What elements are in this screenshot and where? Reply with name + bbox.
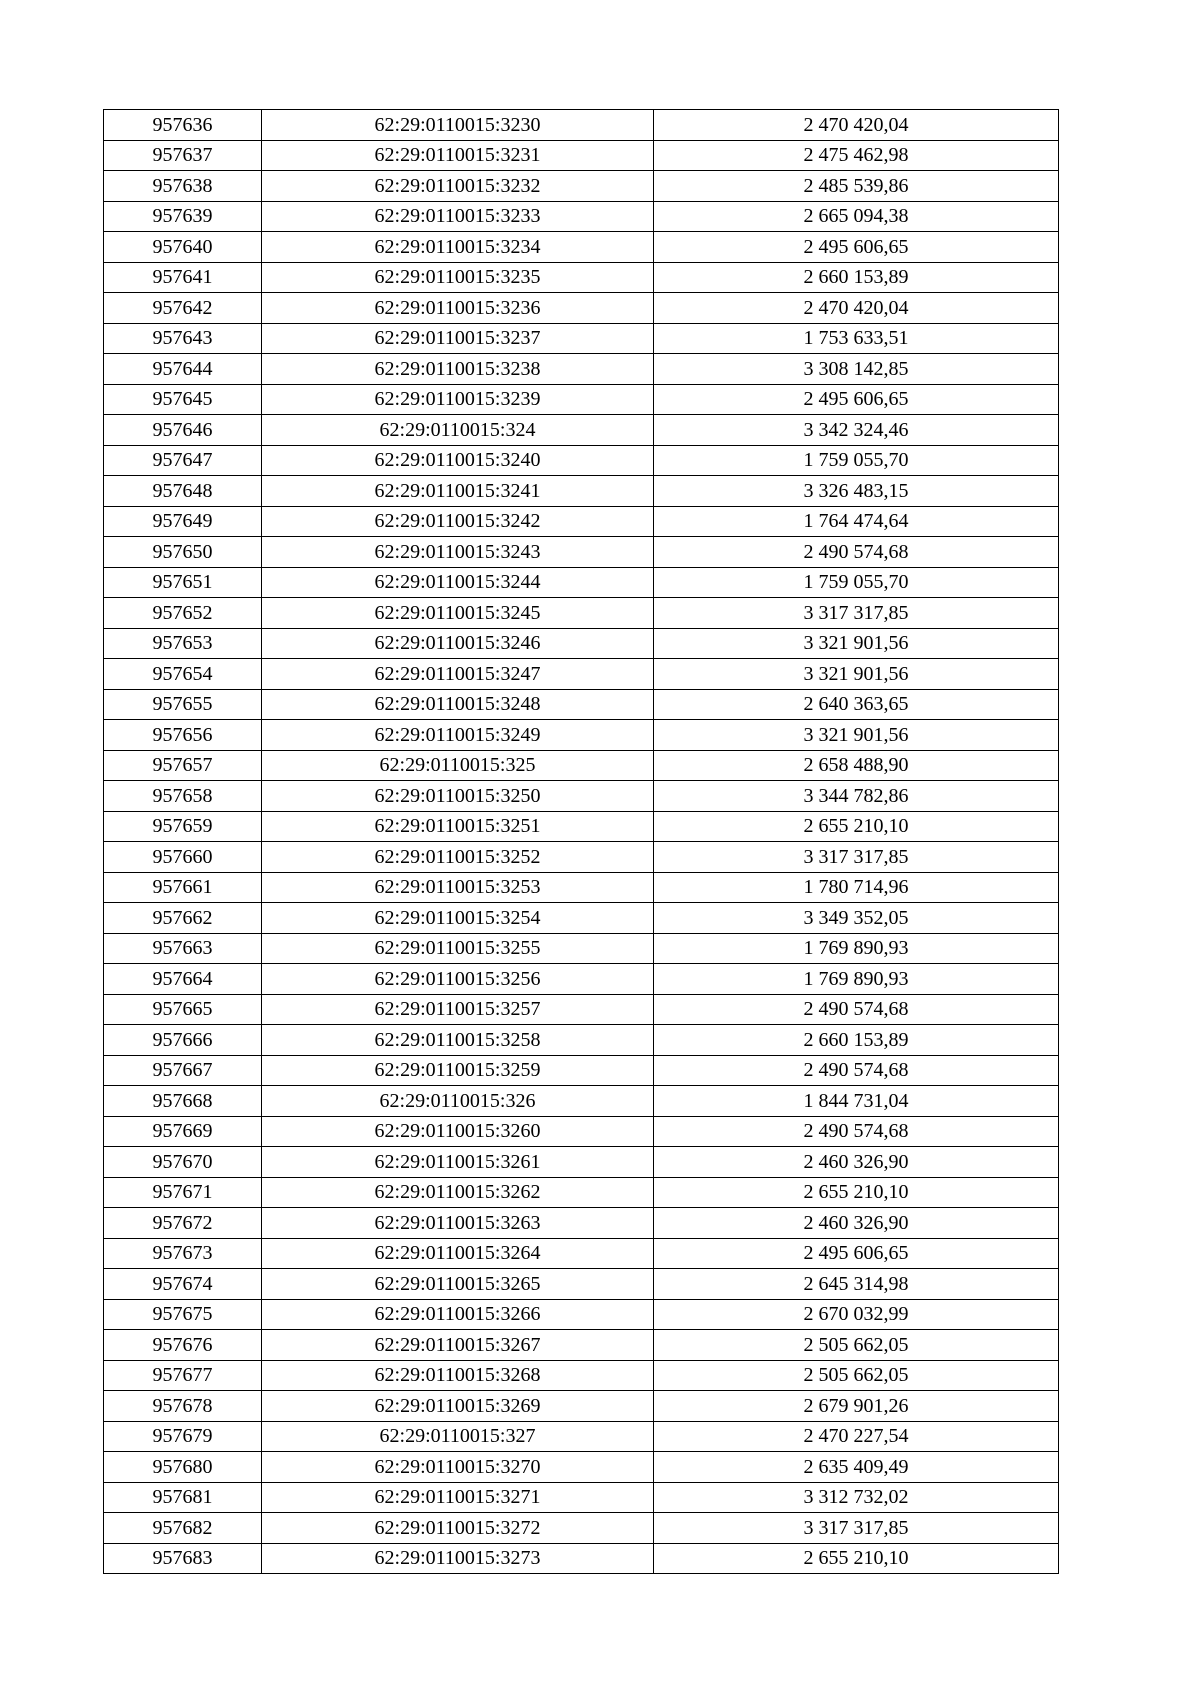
table-row: [104, 537, 1059, 568]
row-number-cell: 957679: [104, 1421, 262, 1452]
table-row: [104, 872, 1059, 903]
cadastral-number-cell: 62:29:0110015:3267: [262, 1330, 654, 1361]
cadastral-value-cell: 1 780 714,96: [654, 872, 1059, 903]
table-row: [104, 415, 1059, 446]
cadastral-number-cell: 62:29:0110015:3265: [262, 1269, 654, 1300]
cadastral-number-cell: 62:29:0110015:3252: [262, 842, 654, 873]
cadastral-value-cell: 2 670 032,99: [654, 1299, 1059, 1330]
table-row: [104, 750, 1059, 781]
row-number-cell: 957641: [104, 262, 262, 293]
cadastral-number-cell: 62:29:0110015:3257: [262, 994, 654, 1025]
cadastral-value-cell: 2 475 462,98: [654, 140, 1059, 171]
cadastral-number-cell: 62:29:0110015:3247: [262, 659, 654, 690]
table-row: [104, 1238, 1059, 1269]
table-row: [104, 811, 1059, 842]
row-number-cell: 957670: [104, 1147, 262, 1178]
cadastral-value-cell: 2 470 227,54: [654, 1421, 1059, 1452]
cadastral-value-cell: 2 460 326,90: [654, 1208, 1059, 1239]
table-row: [104, 1452, 1059, 1483]
cadastral-value-cell: 3 321 901,56: [654, 659, 1059, 690]
cadastral-number-cell: 62:29:0110015:3261: [262, 1147, 654, 1178]
row-number-cell: 957661: [104, 872, 262, 903]
row-number-cell: 957651: [104, 567, 262, 598]
cadastral-value-cell: 2 495 606,65: [654, 232, 1059, 263]
cadastral-value-cell: 2 640 363,65: [654, 689, 1059, 720]
cadastral-number-cell: 62:29:0110015:325: [262, 750, 654, 781]
cadastral-number-cell: 62:29:0110015:3266: [262, 1299, 654, 1330]
table-row: [104, 628, 1059, 659]
table-row: [104, 140, 1059, 171]
row-number-cell: 957657: [104, 750, 262, 781]
row-number-cell: 957681: [104, 1482, 262, 1513]
table-row: [104, 842, 1059, 873]
row-number-cell: 957660: [104, 842, 262, 873]
cadastral-number-cell: 62:29:0110015:3260: [262, 1116, 654, 1147]
row-number-cell: 957636: [104, 110, 262, 141]
cadastral-number-cell: 62:29:0110015:3269: [262, 1391, 654, 1422]
table-row: [104, 445, 1059, 476]
cadastral-number-cell: 62:29:0110015:3241: [262, 476, 654, 507]
row-number-cell: 957652: [104, 598, 262, 629]
row-number-cell: 957662: [104, 903, 262, 934]
cadastral-value-cell: 3 308 142,85: [654, 354, 1059, 385]
row-number-cell: 957665: [104, 994, 262, 1025]
cadastral-number-cell: 62:29:0110015:3254: [262, 903, 654, 934]
row-number-cell: 957644: [104, 354, 262, 385]
cadastral-number-cell: 62:29:0110015:3251: [262, 811, 654, 842]
row-number-cell: 957677: [104, 1360, 262, 1391]
table-row: [104, 1025, 1059, 1056]
cadastral-value-cell: 2 645 314,98: [654, 1269, 1059, 1300]
cadastral-number-cell: 62:29:0110015:3271: [262, 1482, 654, 1513]
cadastral-number-cell: 62:29:0110015:3258: [262, 1025, 654, 1056]
table-row: [104, 323, 1059, 354]
row-number-cell: 957643: [104, 323, 262, 354]
row-number-cell: 957682: [104, 1513, 262, 1544]
cadastral-number-cell: 62:29:0110015:3234: [262, 232, 654, 263]
cadastral-number-cell: 62:29:0110015:3259: [262, 1055, 654, 1086]
row-number-cell: 957671: [104, 1177, 262, 1208]
cadastral-number-cell: 62:29:0110015:3231: [262, 140, 654, 171]
row-number-cell: 957646: [104, 415, 262, 446]
cadastral-value-cell: 3 342 324,46: [654, 415, 1059, 446]
cadastral-value-cell: 1 769 890,93: [654, 964, 1059, 995]
cadastral-value-cell: 2 635 409,49: [654, 1452, 1059, 1483]
cadastral-number-cell: 62:29:0110015:3238: [262, 354, 654, 385]
row-number-cell: 957678: [104, 1391, 262, 1422]
cadastral-value-cell: 1 844 731,04: [654, 1086, 1059, 1117]
table-row: [104, 1360, 1059, 1391]
cadastral-value-cell: 3 321 901,56: [654, 628, 1059, 659]
row-number-cell: 957647: [104, 445, 262, 476]
cadastral-number-cell: 62:29:0110015:326: [262, 1086, 654, 1117]
table-row: [104, 232, 1059, 263]
row-number-cell: 957645: [104, 384, 262, 415]
table-row: [104, 171, 1059, 202]
cadastral-number-cell: 62:29:0110015:3236: [262, 293, 654, 324]
row-number-cell: 957658: [104, 781, 262, 812]
cadastral-value-cell: 2 655 210,10: [654, 1177, 1059, 1208]
table-row: [104, 1482, 1059, 1513]
cadastral-number-cell: 62:29:0110015:3273: [262, 1543, 654, 1574]
row-number-cell: 957667: [104, 1055, 262, 1086]
row-number-cell: 957672: [104, 1208, 262, 1239]
row-number-cell: 957675: [104, 1299, 262, 1330]
table-row: [104, 689, 1059, 720]
cadastral-value-cell: 2 460 326,90: [654, 1147, 1059, 1178]
cadastral-number-cell: 62:29:0110015:3255: [262, 933, 654, 964]
row-number-cell: 957637: [104, 140, 262, 171]
table-row: [104, 1208, 1059, 1239]
cadastral-number-cell: 62:29:0110015:3270: [262, 1452, 654, 1483]
table-row: [104, 1055, 1059, 1086]
cadastral-value-cell: 3 321 901,56: [654, 720, 1059, 751]
cadastral-number-cell: 62:29:0110015:3237: [262, 323, 654, 354]
cadastral-number-cell: 62:29:0110015:3233: [262, 201, 654, 232]
cadastral-number-cell: 62:29:0110015:3246: [262, 628, 654, 659]
table-row: [104, 659, 1059, 690]
row-number-cell: 957642: [104, 293, 262, 324]
cadastral-value-cell: 2 679 901,26: [654, 1391, 1059, 1422]
cadastral-number-cell: 62:29:0110015:3264: [262, 1238, 654, 1269]
cadastral-value-cell: 2 490 574,68: [654, 1055, 1059, 1086]
table-row: [104, 781, 1059, 812]
table-row: [104, 293, 1059, 324]
cadastral-number-cell: 62:29:0110015:3232: [262, 171, 654, 202]
row-number-cell: 957669: [104, 1116, 262, 1147]
cadastral-number-cell: 62:29:0110015:3240: [262, 445, 654, 476]
cadastral-value-cell: 3 326 483,15: [654, 476, 1059, 507]
cadastral-value-cell: 2 655 210,10: [654, 811, 1059, 842]
row-number-cell: 957673: [104, 1238, 262, 1269]
cadastral-value-cell: 2 505 662,05: [654, 1330, 1059, 1361]
row-number-cell: 957640: [104, 232, 262, 263]
cadastral-value-cell: 2 660 153,89: [654, 1025, 1059, 1056]
cadastral-value-cell: 1 753 633,51: [654, 323, 1059, 354]
table-row: [104, 1116, 1059, 1147]
cadastral-value-cell: 2 470 420,04: [654, 110, 1059, 141]
table-row: [104, 964, 1059, 995]
cadastral-value-cell: 2 470 420,04: [654, 293, 1059, 324]
cadastral-number-cell: 62:29:0110015:3230: [262, 110, 654, 141]
cadastral-value-cell: 2 505 662,05: [654, 1360, 1059, 1391]
table-row: [104, 1513, 1059, 1544]
row-number-cell: 957676: [104, 1330, 262, 1361]
cadastral-value-cell: 2 660 153,89: [654, 262, 1059, 293]
table-row: [104, 720, 1059, 751]
table-row: [104, 1330, 1059, 1361]
table-row: [104, 262, 1059, 293]
cadastral-number-cell: 62:29:0110015:3263: [262, 1208, 654, 1239]
cadastral-value-cell: 1 764 474,64: [654, 506, 1059, 537]
table-row: [104, 1269, 1059, 1300]
cadastral-number-cell: 62:29:0110015:324: [262, 415, 654, 446]
row-number-cell: 957650: [104, 537, 262, 568]
cadastral-value-cell: 2 490 574,68: [654, 537, 1059, 568]
table-row: [104, 567, 1059, 598]
row-number-cell: 957664: [104, 964, 262, 995]
row-number-cell: 957663: [104, 933, 262, 964]
row-number-cell: 957649: [104, 506, 262, 537]
cadastral-number-cell: 62:29:0110015:3250: [262, 781, 654, 812]
cadastral-value-cell: 3 312 732,02: [654, 1482, 1059, 1513]
row-number-cell: 957655: [104, 689, 262, 720]
cadastral-number-cell: 62:29:0110015:3244: [262, 567, 654, 598]
cadastral-value-cell: 2 485 539,86: [654, 171, 1059, 202]
row-number-cell: 957659: [104, 811, 262, 842]
row-number-cell: 957654: [104, 659, 262, 690]
table-row: [104, 1147, 1059, 1178]
cadastral-value-cell: 1 759 055,70: [654, 445, 1059, 476]
cadastral-number-cell: 62:29:0110015:3253: [262, 872, 654, 903]
row-number-cell: 957656: [104, 720, 262, 751]
cadastral-value-cell: 2 490 574,68: [654, 1116, 1059, 1147]
cadastral-value-cell: 3 349 352,05: [654, 903, 1059, 934]
table-row: [104, 903, 1059, 934]
table-row: [104, 476, 1059, 507]
table-row: [104, 201, 1059, 232]
cadastral-number-cell: 62:29:0110015:3235: [262, 262, 654, 293]
cadastral-value-cell: 3 344 782,86: [654, 781, 1059, 812]
cadastral-number-cell: 62:29:0110015:3239: [262, 384, 654, 415]
table-row: [104, 1391, 1059, 1422]
row-number-cell: 957674: [104, 1269, 262, 1300]
table-row: [104, 1421, 1059, 1452]
cadastral-value-cell: 3 317 317,85: [654, 842, 1059, 873]
cadastral-number-cell: 62:29:0110015:3242: [262, 506, 654, 537]
table-row: [104, 1299, 1059, 1330]
table-row: [104, 1543, 1059, 1574]
table-row: [104, 1177, 1059, 1208]
table-row: [104, 1086, 1059, 1117]
cadastral-value-cell: 2 665 094,38: [654, 201, 1059, 232]
row-number-cell: 957680: [104, 1452, 262, 1483]
table-row: [104, 598, 1059, 629]
table-row: [104, 110, 1059, 141]
row-number-cell: 957666: [104, 1025, 262, 1056]
cadastral-value-cell: 2 658 488,90: [654, 750, 1059, 781]
cadastral-number-cell: 62:29:0110015:3245: [262, 598, 654, 629]
cadastral-value-cell: 2 655 210,10: [654, 1543, 1059, 1574]
cadastral-number-cell: 62:29:0110015:327: [262, 1421, 654, 1452]
cadastral-number-cell: 62:29:0110015:3256: [262, 964, 654, 995]
table-row: [104, 384, 1059, 415]
cadastral-value-table: [103, 109, 1059, 1574]
cadastral-number-cell: 62:29:0110015:3243: [262, 537, 654, 568]
row-number-cell: 957648: [104, 476, 262, 507]
cadastral-number-cell: 62:29:0110015:3262: [262, 1177, 654, 1208]
row-number-cell: 957639: [104, 201, 262, 232]
cadastral-value-cell: 1 769 890,93: [654, 933, 1059, 964]
cadastral-number-cell: 62:29:0110015:3268: [262, 1360, 654, 1391]
table-row: [104, 994, 1059, 1025]
cadastral-value-cell: 3 317 317,85: [654, 598, 1059, 629]
cadastral-value-cell: 2 495 606,65: [654, 1238, 1059, 1269]
row-number-cell: 957638: [104, 171, 262, 202]
table-row: [104, 933, 1059, 964]
table-row: [104, 506, 1059, 537]
row-number-cell: 957653: [104, 628, 262, 659]
row-number-cell: 957668: [104, 1086, 262, 1117]
cadastral-number-cell: 62:29:0110015:3272: [262, 1513, 654, 1544]
cadastral-number-cell: 62:29:0110015:3249: [262, 720, 654, 751]
row-number-cell: 957683: [104, 1543, 262, 1574]
cadastral-value-cell: 1 759 055,70: [654, 567, 1059, 598]
cadastral-value-cell: 3 317 317,85: [654, 1513, 1059, 1544]
cadastral-number-cell: 62:29:0110015:3248: [262, 689, 654, 720]
cadastral-value-cell: 2 490 574,68: [654, 994, 1059, 1025]
cadastral-value-cell: 2 495 606,65: [654, 384, 1059, 415]
table-row: [104, 354, 1059, 385]
table-body: [104, 110, 1059, 1574]
